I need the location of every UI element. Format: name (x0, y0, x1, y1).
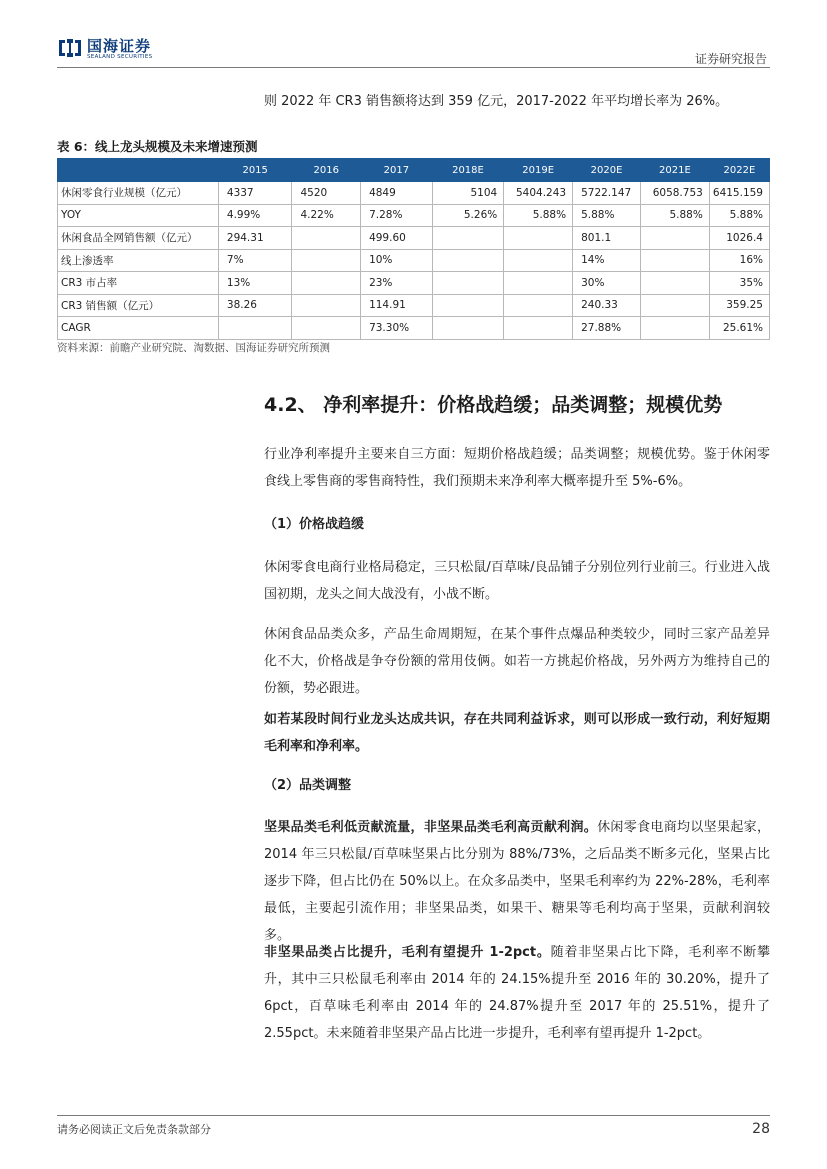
table-cell (292, 272, 361, 295)
table-row (58, 227, 770, 250)
footer-divider (57, 1115, 770, 1116)
table-row-label: CR3 市占率 (58, 272, 219, 295)
table-header-corner (58, 159, 219, 182)
table-cell: 5404.243 (504, 182, 573, 205)
table-row (58, 249, 770, 272)
table-cell (504, 294, 573, 317)
table-cell (640, 249, 709, 272)
logo-chinese-name: 国海证券 (87, 37, 152, 55)
table-cell (504, 317, 573, 340)
table-row (58, 272, 770, 295)
table-cell: 5.88% (573, 204, 641, 227)
table-title: 表 6：线上龙头规模及未来增速预测 (57, 139, 258, 154)
table-cell (432, 249, 504, 272)
table-cell: 801.1 (573, 227, 641, 250)
table-cell: 4849 (361, 182, 433, 205)
table-cell (292, 249, 361, 272)
logo-english-name: SEALAND SECURITIES (87, 54, 153, 60)
paragraph-non-nuts-body: 随着非坚果占比下降，毛利率不断攀升，其中三只松鼠毛利率由 2014 年的 24.15%提升至 2016 年的 30.20%，提升了 6pct，百草味毛利率由 2014 年的 24.87%提升至 2017 年的 25.51%，提升了 2.55pct。未来随着非坚果产品占比进一步提升，毛利率有望再提升 1-2pct。 (264, 945, 770, 1041)
paragraph-consensus: 如若某段时间行业龙头达成共识，存在共同利益诉求，则可以形成一致行动，利好短期毛利率和净利率。 (264, 712, 770, 754)
table-cell (640, 317, 709, 340)
table-row-label: 线上渗透率 (58, 249, 219, 272)
intro-line: 则 2022 年 CR3 销售额将达到 359 亿元，2017-2022 年平均增长率为 26%。 (264, 94, 729, 109)
table-cell: 16% (709, 249, 769, 272)
section-heading: 4.2、 净利率提升：价格战趋缓；品类调整；规模优势 (264, 394, 723, 416)
table-cell: 5.88% (640, 204, 709, 227)
sealand-logo-icon (57, 36, 83, 60)
table-cell (292, 317, 361, 340)
table-row (58, 204, 770, 227)
table-cell: 10% (361, 249, 433, 272)
table-header-cell: 2022E (709, 159, 769, 182)
table-header-cell: 2020E (573, 159, 641, 182)
table-cell: 240.33 (573, 294, 641, 317)
table-cell (218, 317, 292, 340)
table-source-note: 资料来源：前瞻产业研究院、淘数据、国海证券研究所预测 (57, 342, 330, 354)
table-cell: 359.25 (709, 294, 769, 317)
table-cell: 25.61% (709, 317, 769, 340)
document-type-label: 证券研究报告 (694, 52, 767, 66)
table-cell (504, 249, 573, 272)
table-cell: 4.22% (292, 204, 361, 227)
table-row (58, 294, 770, 317)
table-cell: 4337 (218, 182, 292, 205)
company-logo (57, 34, 161, 64)
subheading-category-adjust: （2）品类调整 (264, 778, 352, 793)
table-header-cell: 2018E (432, 159, 504, 182)
table-header-cell: 2015 (218, 159, 292, 182)
table-cell (292, 294, 361, 317)
table-cell (432, 272, 504, 295)
table-cell (640, 227, 709, 250)
table-cell: 13% (218, 272, 292, 295)
table-cell (432, 227, 504, 250)
table-row-label: 休闲食品全网销售额（亿元） (58, 227, 219, 250)
table-cell: 5.26% (432, 204, 504, 227)
table-cell: 5722.147 (573, 182, 641, 205)
section-intro: 行业净利率提升主要来自三方面：短期价格战趋缓；品类调整；规模优势。鉴于休闲零食线上零售商的零售商特性，我们预期未来净利率大概率提升至 5%-6%。 (264, 447, 770, 489)
forecast-table (57, 158, 770, 340)
table-cell: 5.88% (709, 204, 769, 227)
table-header-cell: 2021E (640, 159, 709, 182)
table-cell (640, 272, 709, 295)
paragraph-non-nuts-lead: 非坚果品类占比提升，毛利有望提升 1-2pct。 (264, 945, 551, 960)
table-cell: 499.60 (361, 227, 433, 250)
page-number: 28 (752, 1121, 770, 1137)
paragraph-nuts-margin (264, 814, 770, 949)
table-cell: 7.28% (361, 204, 433, 227)
paragraph-market-structure: 休闲零食电商行业格局稳定，三只松鼠/百草味/良品铺子分别位列行业前三。行业进入战国初期，龙头之间大战没有，小战不断。 (264, 560, 770, 602)
table-cell (504, 227, 573, 250)
table-cell (292, 227, 361, 250)
table-header-cell: 2019E (504, 159, 573, 182)
table-cell: 4520 (292, 182, 361, 205)
table-row-label: CAGR (58, 317, 219, 340)
table-cell: 14% (573, 249, 641, 272)
table-row-label: 休闲零食行业规模（亿元） (58, 182, 219, 205)
table-cell: 23% (361, 272, 433, 295)
table-cell (504, 272, 573, 295)
paragraph-non-nuts (264, 939, 770, 1047)
table-header-cell: 2016 (292, 159, 361, 182)
table-cell: 6415.159 (709, 182, 769, 205)
table-cell: 27.88% (573, 317, 641, 340)
paragraph-nuts-lead: 坚果品类毛利低贡献流量，非坚果品类毛利高贡献利润。 (264, 820, 598, 835)
table-cell: 294.31 (218, 227, 292, 250)
table-cell: 114.91 (361, 294, 433, 317)
table-cell: 6058.753 (640, 182, 709, 205)
subheading-price-war: （1）价格战趋缓 (264, 517, 365, 532)
table-cell: 7% (218, 249, 292, 272)
table-header-cell: 2017 (361, 159, 433, 182)
table-cell: 4.99% (218, 204, 292, 227)
paragraph-price-war: 休闲食品品类众多，产品生命周期短，在某个事件点爆品种类较少，同时三家产品差异化不大，价格战是争夺份额的常用伎俩。如若一方挑起价格战，另外两方为维持自己的份额，势必跟进。 (264, 627, 770, 696)
table-cell: 30% (573, 272, 641, 295)
table-row (58, 182, 770, 205)
table-row-label: YOY (58, 204, 219, 227)
table-cell: 73.30% (361, 317, 433, 340)
table-cell (432, 317, 504, 340)
table-cell: 38.26 (218, 294, 292, 317)
table-cell: 35% (709, 272, 769, 295)
header-divider (57, 67, 770, 68)
table-cell (640, 294, 709, 317)
table-header-row (58, 159, 770, 182)
table-row (58, 317, 770, 340)
table-cell: 5104 (432, 182, 504, 205)
table-cell (432, 294, 504, 317)
footer-disclaimer: 请务必阅读正文后免责条款部分 (57, 1123, 211, 1136)
table-cell: 5.88% (504, 204, 573, 227)
table-cell: 1026.4 (709, 227, 769, 250)
table-row-label: CR3 销售额（亿元） (58, 294, 219, 317)
paragraph-nuts-body: 休闲零食电商均以坚果起家，2014 年三只松鼠/百草味坚果占比分别为 88%/73%，之后品类不断多元化，坚果占比逐步下降，但占比仍在 50%以上。在众多品类中，坚果毛利率约为 22%-28%，毛利率最低，主要起引流作用；非坚果品类，如果干、糖果等毛利均高于坚果，贡献利润较多。 (264, 820, 770, 943)
